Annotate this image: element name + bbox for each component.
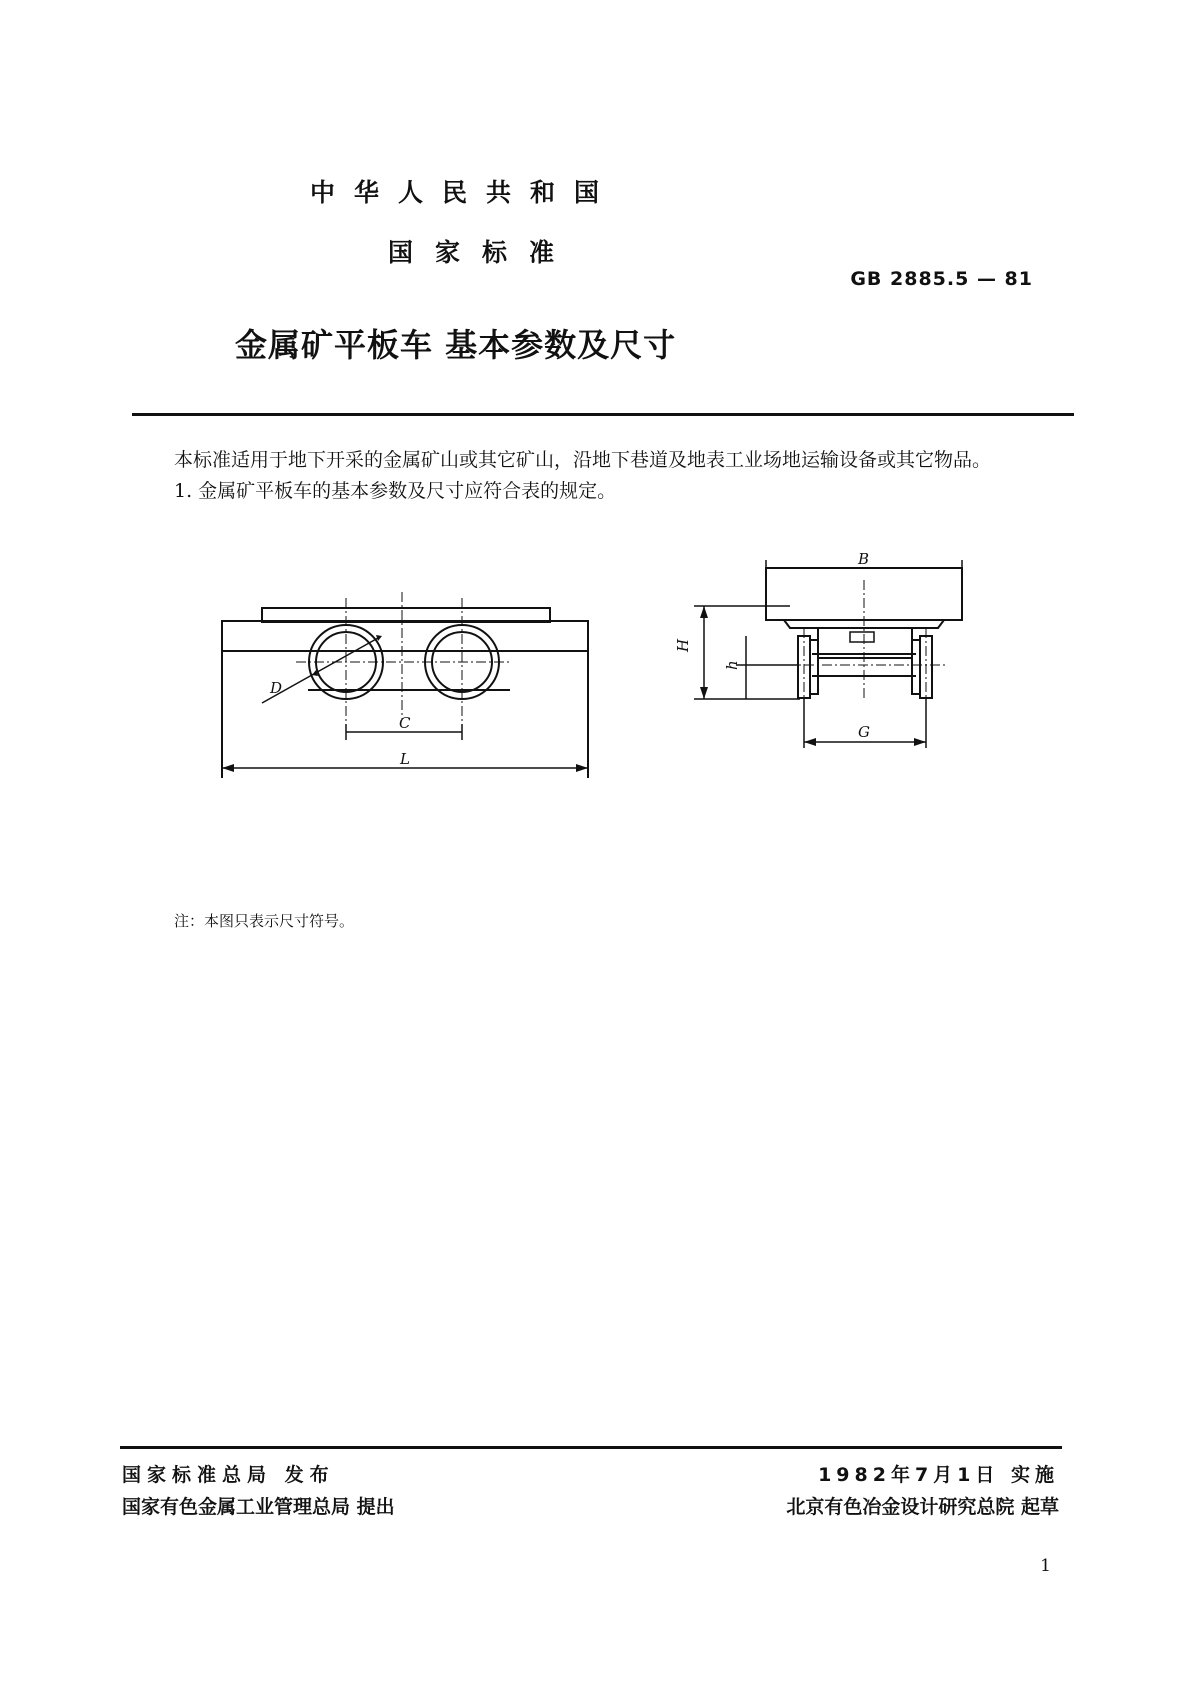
scope-paragraph: 本标准适用于地下开采的金属矿山或其它矿山，沿地下巷道及地表工业场地运输设备或其它物品。 [174,449,992,471]
national-standard-heading: 国家标准 [388,238,577,267]
label-axle-height: h [723,660,741,670]
standard-number: GB 2885.5 — 81 [850,268,1033,290]
issued-by: 国家标准总局 发布 [122,1464,335,1486]
footer-divider [120,1446,1062,1449]
label-gauge: G [858,723,870,741]
clause-1: 1. 金属矿平板车的基本参数及尺寸应符合表的规定。 [174,480,617,502]
effective-date: 1982年7月1日 实施 [818,1464,1059,1486]
document-title: 金属矿平板车 基本参数及尺寸 [235,326,677,364]
proposed-by: 国家有色金属工业管理总局 提出 [122,1496,395,1518]
label-wheelbase: C [399,714,411,732]
side-view-deck [262,608,550,622]
page-number: 1 [1040,1556,1051,1576]
side-view-frame [222,621,588,651]
country-heading: 中华人民共和国 [310,178,619,207]
label-diameter: D [270,679,283,697]
label-length: L [400,750,410,768]
figure-note: 注：本图只表示尺寸符号。 [174,912,355,930]
drafted-by: 北京有色冶金设计研究总院 起草 [786,1496,1059,1518]
label-width: B [858,550,870,568]
label-height: H [674,638,692,652]
